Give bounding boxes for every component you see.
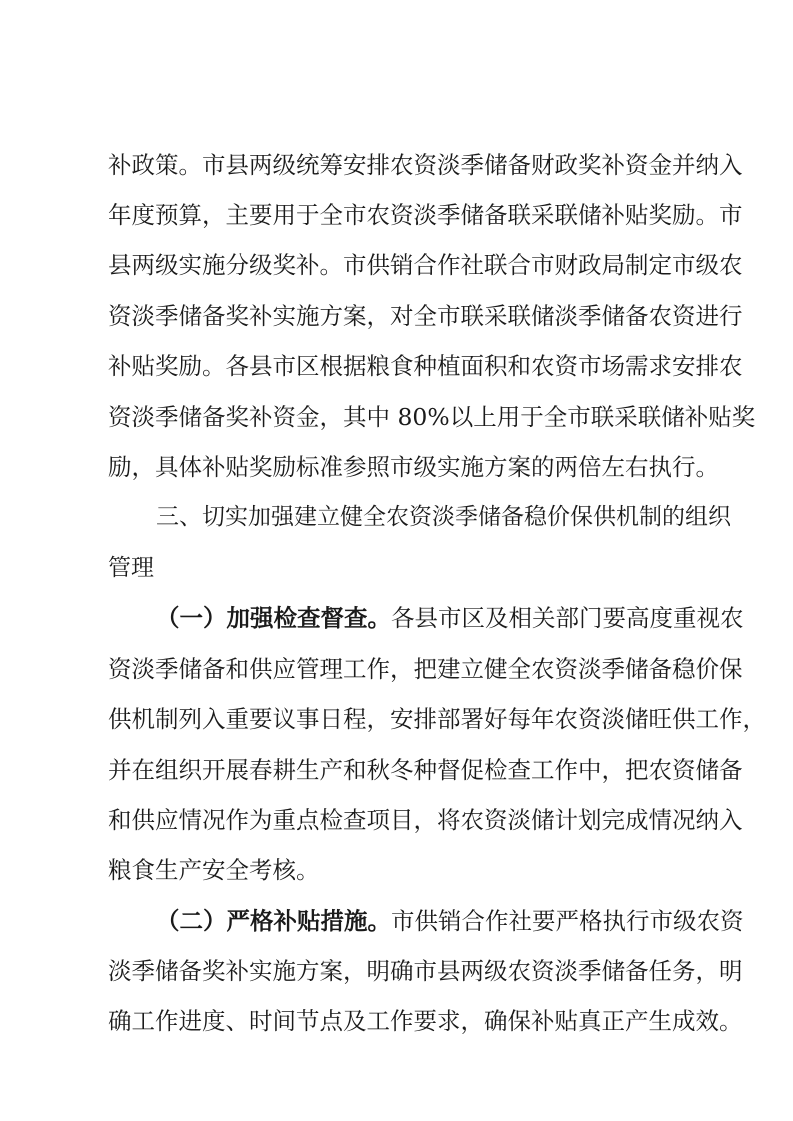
- paragraph-line: 县两级实施分级奖补。市供销合作社联合市财政局制定市级农: [108, 251, 743, 279]
- section-heading: 三、切实加强建立健全农资淡季储备稳价保供机制的组织: [156, 504, 731, 530]
- paragraph-line: 和供应情况作为重点检查项目，将农资淡储计划完成情况纳入: [108, 806, 743, 834]
- paragraph-line: 年度预算，主要用于全市农资淡季储备联采联储补贴奖励。市: [108, 201, 743, 229]
- paragraph-line: 淡季储备奖补实施方案，明确市县两级农资淡季储备任务，明: [108, 957, 743, 985]
- item-1-text: 各县市区及相关部门要高度重视农: [391, 604, 744, 632]
- paragraph-line: 资淡季储备奖补实施方案，对全市联采联储淡季储备农资进行: [108, 302, 743, 330]
- paragraph-line: 补贴奖励。各县市区根据粮食种植面积和农资市场需求安排农: [108, 352, 743, 380]
- paragraph-line: 励，具体补贴奖励标准参照市级实施方案的两倍左右执行。: [108, 453, 719, 481]
- item-1-first-line: [156, 598, 744, 638]
- paragraph-line: 确工作进度、时间节点及工作要求，确保补贴真正产生成效。: [108, 1007, 743, 1035]
- paragraph-line: 补政策。市县两级统筹安排农资淡季储备财政奖补资金并纳入: [108, 151, 743, 179]
- paragraph-line: 并在组织开展春耕生产和秋冬种督促检查工作中，把农资储备: [108, 756, 743, 784]
- paragraph-line: 供机制列入重要议事日程，安排部署好每年农资淡储旺供工作，: [108, 705, 766, 733]
- item-2-title: （二）严格补贴措施。: [156, 907, 391, 935]
- paragraph-line: 资淡季储备奖补资金，其中 80%以上用于全市联采联储补贴奖: [108, 403, 756, 431]
- item-2-text: 市供销合作社要严格执行市级农资: [391, 907, 744, 935]
- item-2-first-line: [156, 901, 744, 941]
- section-heading-continued: 管理: [108, 555, 154, 581]
- paragraph-line: 粮食生产安全考核。: [108, 856, 320, 884]
- item-1-title: （一）加强检查督查。: [156, 604, 391, 632]
- paragraph-line: 资淡季储备和供应管理工作，把建立健全农资淡季储备稳价保: [108, 655, 743, 683]
